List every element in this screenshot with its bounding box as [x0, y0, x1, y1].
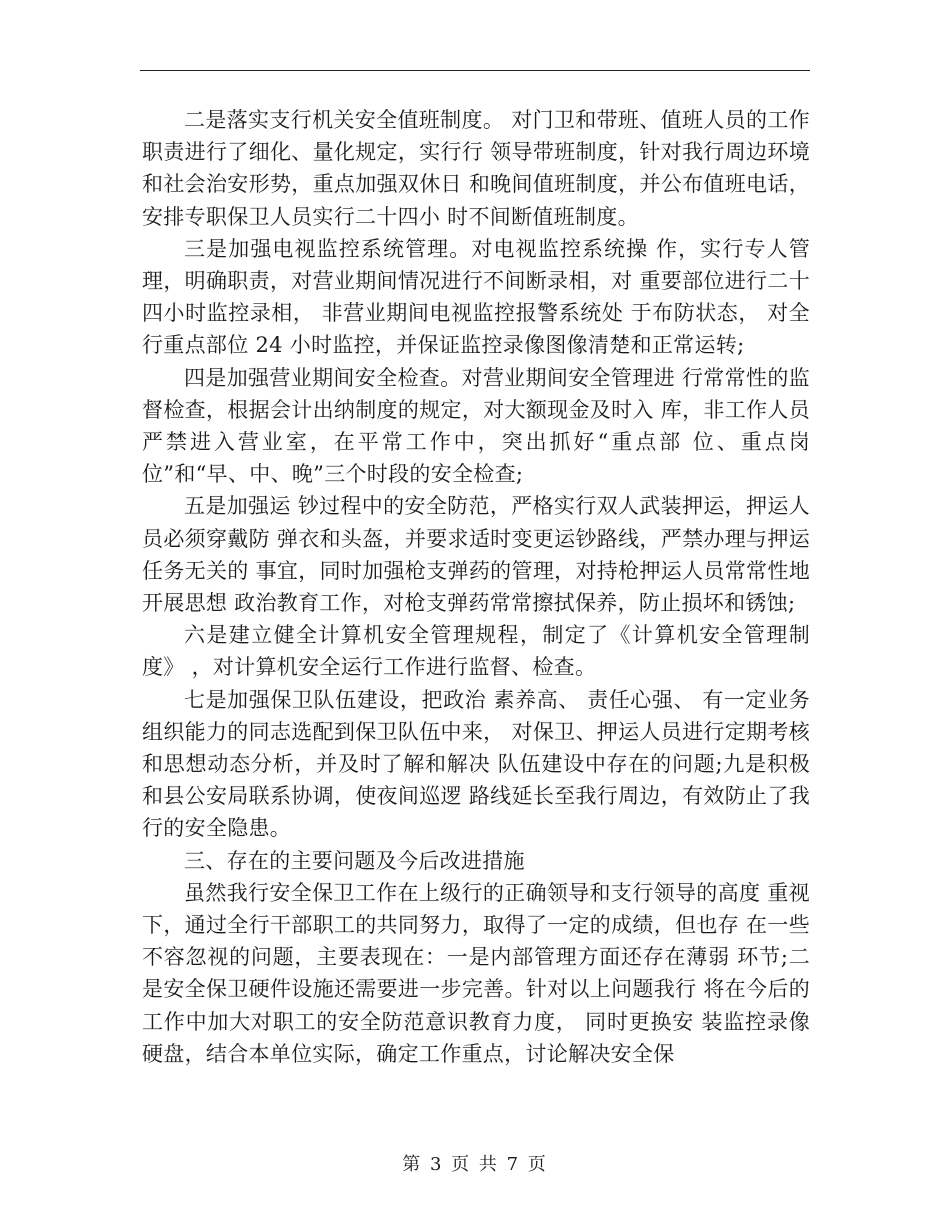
- header-rule: [140, 70, 810, 71]
- document-body: [142, 104, 810, 1070]
- page-number-footer: 第 3 页 共 7 页: [402, 1154, 548, 1175]
- section-heading-problems: 三、存在的主要问题及今后改进措施: [184, 848, 525, 873]
- paragraph-problems-measures: 虽然我行安全保卫工作在上级行的正确领导和支行领导的高度 重视下，通过全行干部职工的共同努力，取得了一定的成绩，但也存 在一些不容忽视的问题，主要表现在：一是内部管理方面还存在薄弱 环节;二是安全保卫硬件设施还需要进一步完善。针对以上问题我行 将在今后的工作中加大对职工的安全防范意识教育力度， 同时更换安 装监控录像硬盘，结合本单位实际，确定工作重点，讨论解决安全保: [142, 880, 810, 1066]
- paragraph-business-inspection: 四是加强营业期间安全检查。对营业期间安全管理进 行常常性的监督检查，根据会计出纳制度的规定，对大额现金及时入 库，非工作人员严禁进入营业室，在平常工作中，突出抓好“重点部 位、重点岗位”和“早、中、晚”三个时段的安全检查;: [142, 365, 810, 487]
- paragraph-monitoring-system: 三是加强电视监控系统管理。对电视监控系统操 作，实行专人管理，明确职责，对营业期间情况进行不间断录相，对 重要部位进行二十四小时监控录相， 非营业期间电视监控报警系统处 于布防状态， 对全行重点部位 24 小时监控，并保证监控录像图像清楚和正常运转;: [142, 236, 810, 358]
- paragraph-duty-system: 二是落实支行机关安全值班制度。 对门卫和带班、值班人员的工作职责进行了细化、量化规定，实行行 领导带班制度，针对我行周边环境和社会治安形势，重点加强双休日 和晚间值班制度，并公布值班电话，安排专职保卫人员实行二十四小 时不间断值班制度。: [142, 108, 810, 229]
- paragraph-team-building: 七是加强保卫队伍建设，把政治 素养高、 责任心强、 有一定业务组织能力的同志选配到保卫队伍中来， 对保卫、押运人员进行定期考核和思想动态分析，并及时了解和解决 队伍建设中存在的问题;九是积极和县公安局联系协调，使夜间巡逻 路线延长至我行周边，有效防止了我行的安全隐患。: [142, 687, 810, 841]
- paragraph-computer-security: 六是建立健全计算机安全管理规程，制定了《计算机安全管理制度》 ，对计算机安全运行工作进行监督、检查。: [142, 623, 810, 680]
- paragraph-cash-transport: 五是加强运 钞过程中的安全防范，严格实行双人武装押运，押运人员必须穿戴防 弹衣和头盔，并要求适时变更运钞路线，严禁办理与押运任务无关的 事宜，同时加强枪支弹药的管理，对持枪押运人员常常性地开展思想 政治教育工作，对枪支弹药常常擦拭保养，防止损坏和锈蚀;: [142, 494, 810, 616]
